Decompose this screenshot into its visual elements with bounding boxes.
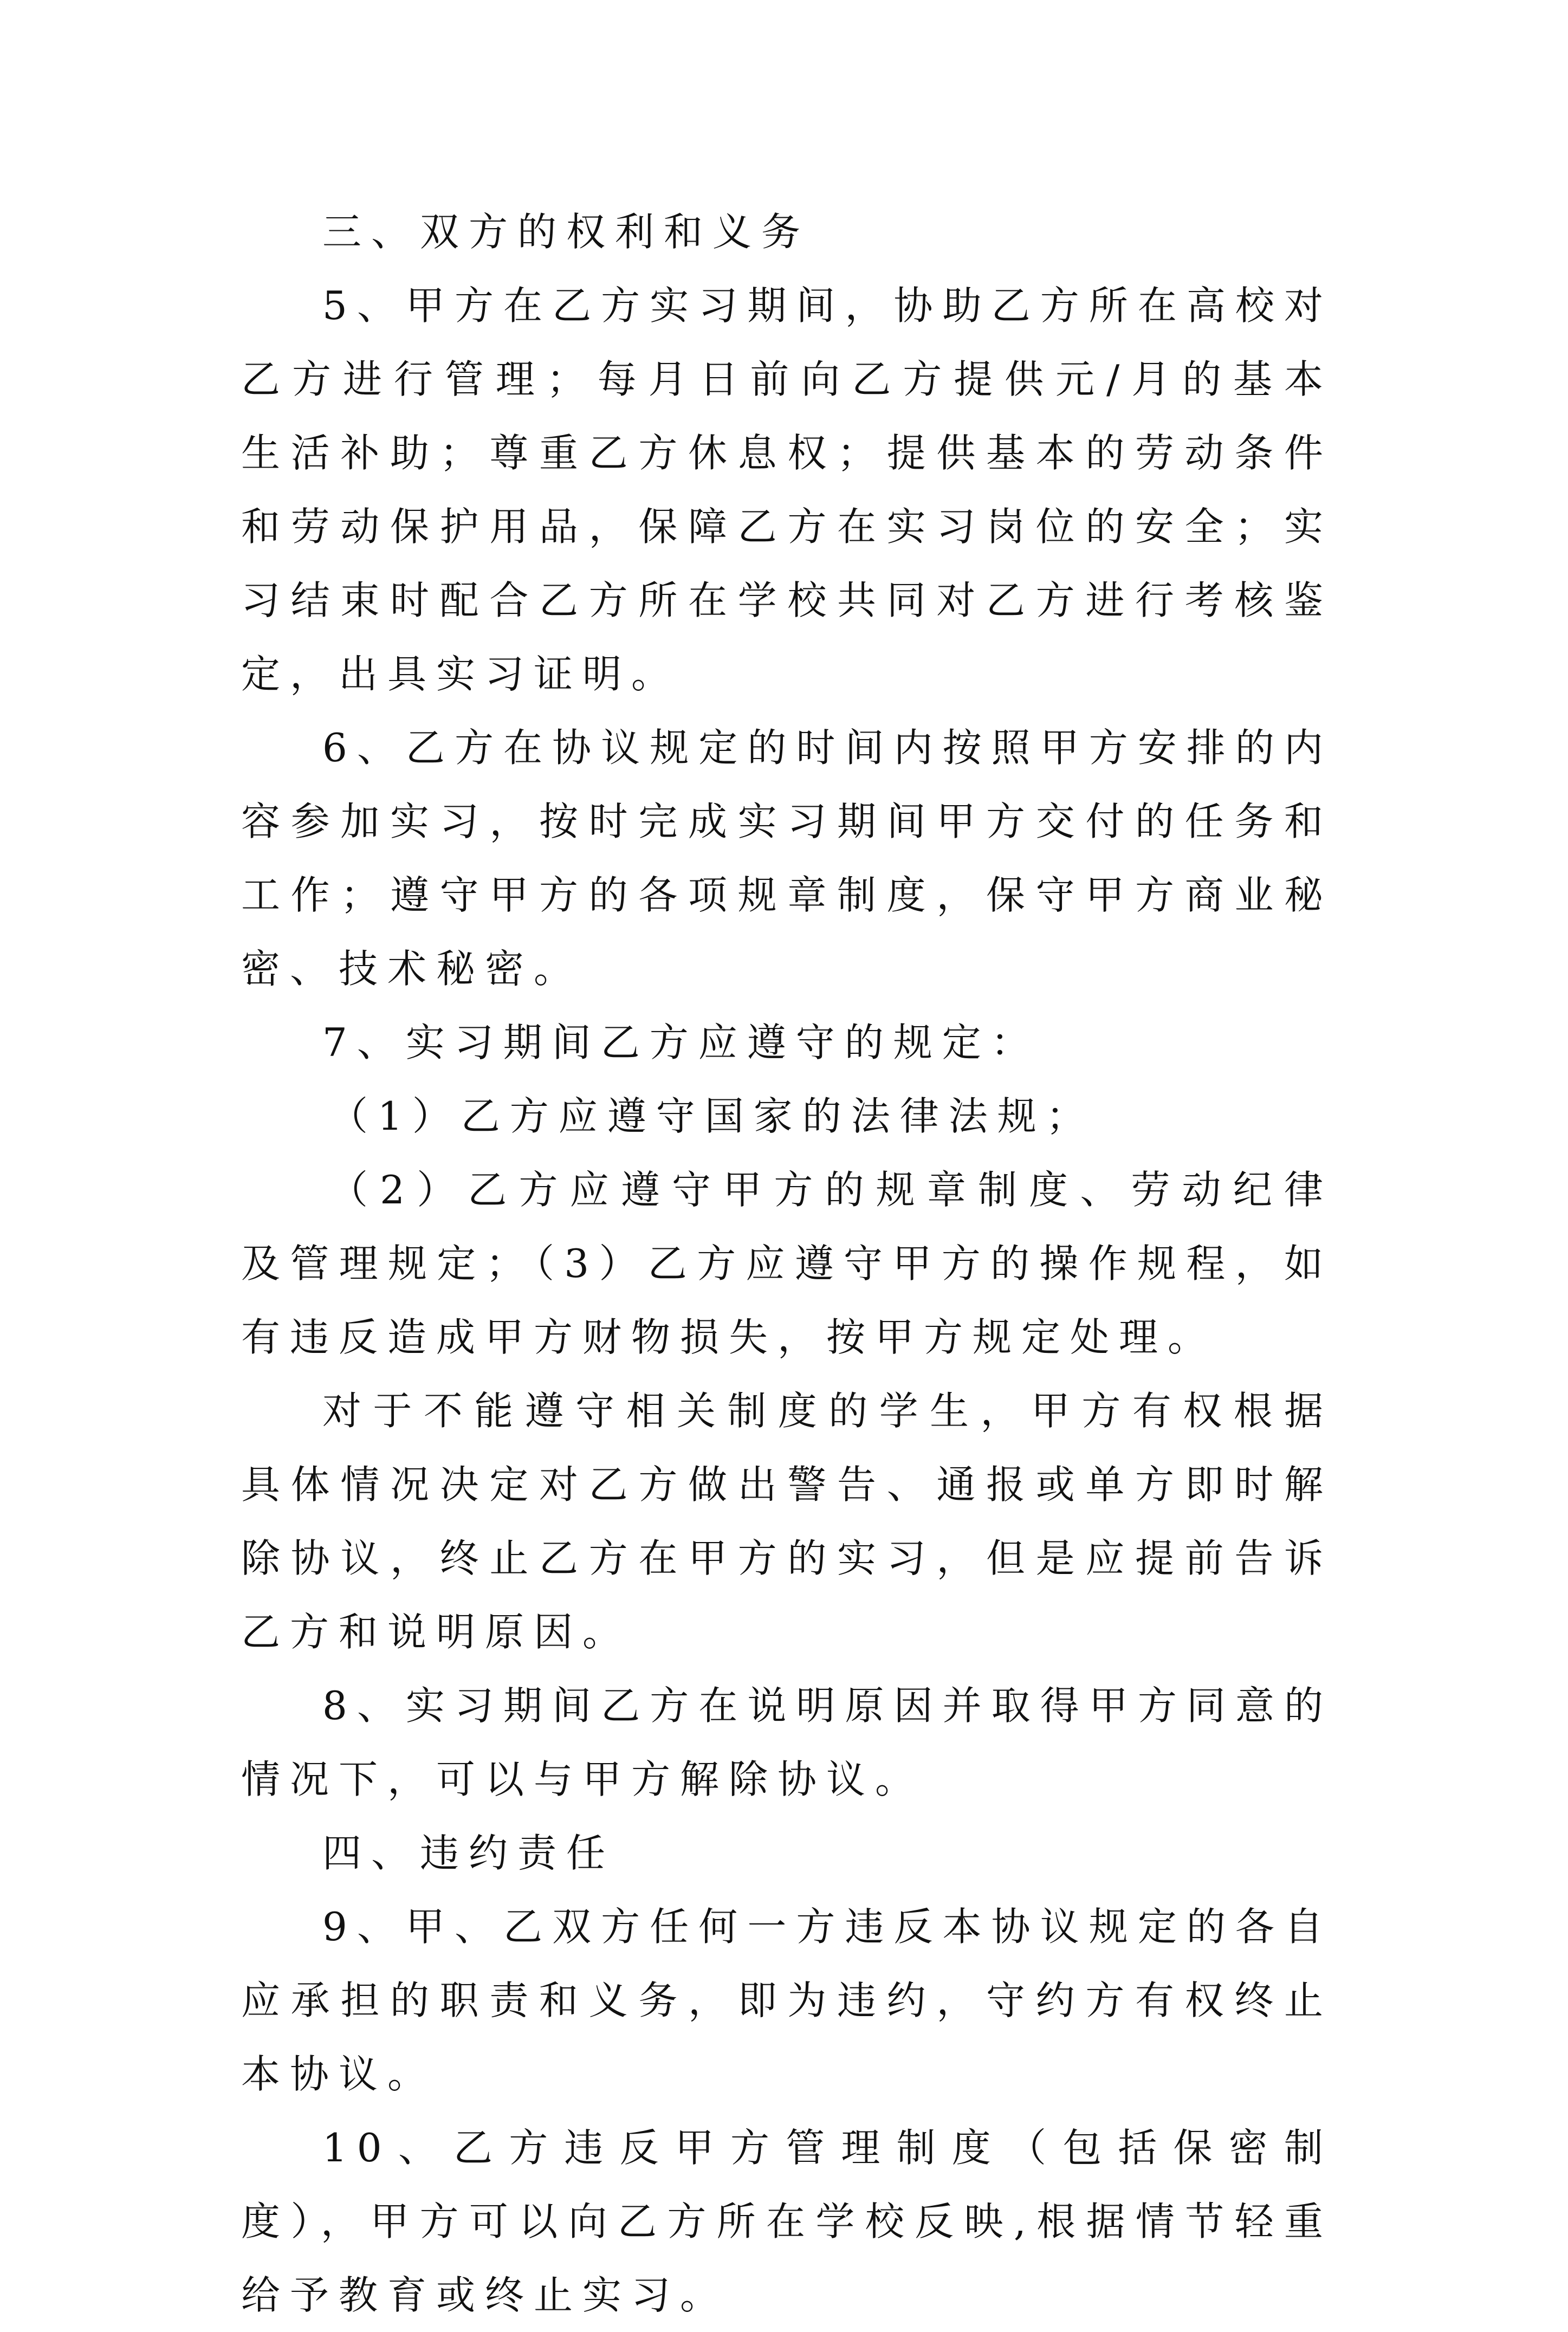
clause-7-item-1: （1）乙方应遵守国家的法律法规； <box>329 1093 1095 1139</box>
clause-8: 8、实习期间乙方在说明原因并取得甲方同意的情况下，可以与甲方解除协议。 <box>241 1683 1333 1802</box>
section-heading-rights-obligations: 三、双方的权利和义务 <box>322 209 811 255</box>
clause-6: 6、乙方在协议规定的时间内按照甲方安排的内容参加实习，按时完成实习期间甲方交付的任务和工作；遵守甲方的各项规章制度，保守甲方商业秘密、技术秘密。 <box>241 725 1333 992</box>
section-heading-liability: 四、违约责任 <box>322 1830 615 1876</box>
clause-7-item-2-3: （2）乙方应遵守甲方的规章制度、劳动纪律及管理规定；（3）乙方应遵守甲方的操作规程，如有违反造成甲方财物损失，按甲方规定处理。 <box>241 1167 1333 1360</box>
clause-9: 9、甲、乙双方任何一方违反本协议规定的各自应承担的职责和义务，即为违约，守约方有权终止本协议。 <box>241 1904 1333 2097</box>
document-body <box>241 195 1333 2332</box>
clause-10: 10、乙方违反甲方管理制度（包括保密制度），甲方可以向乙方所在学校反映,根据情节轻重给予教育或终止实习。 <box>241 2125 1333 2318</box>
clause-7: 7、实习期间乙方应遵守的规定： <box>322 1020 1040 1065</box>
clause-5: 5、甲方在乙方实习期间，协助乙方所在高校对乙方进行管理；每月日前向乙方提供元/月的基本生活补助；尊重乙方休息权；提供基本的劳动条件和劳动保护用品，保障乙方在实习岗位的安全；实习结束时配合乙方所在学校共同对乙方进行考核鉴定，出具实习证明。 <box>241 283 1333 697</box>
clause-7-note: 对于不能遵守相关制度的学生，甲方有权根据具体情况决定对乙方做出警告、通报或单方即时解除协议，终止乙方在甲方的实习，但是应提前告诉乙方和说明原因。 <box>241 1388 1333 1655</box>
